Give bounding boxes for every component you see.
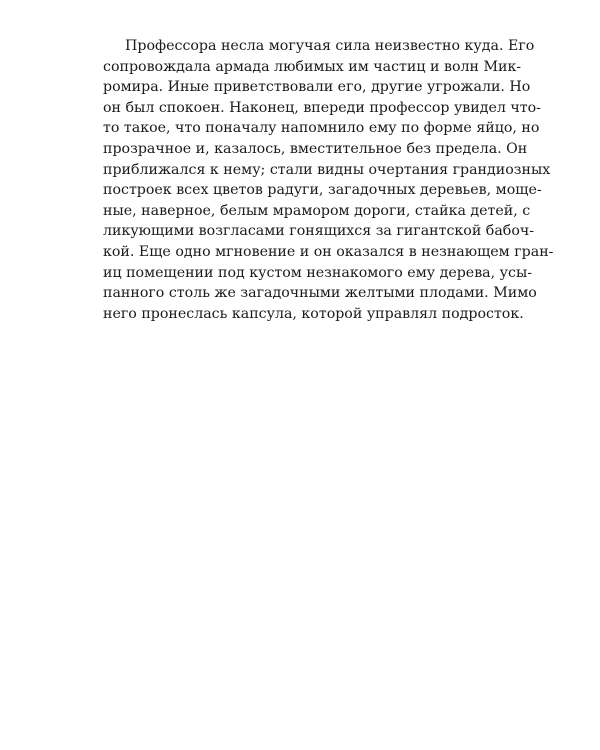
text-line: Профессора несла могучая сила неизвестно куда. Его <box>125 38 535 54</box>
text-line: ромира. Иные приветствовали его, другие угрожали. Но <box>103 79 531 96</box>
text-line: панного столь же загадочными желтыми плодами. Мимо <box>103 285 537 302</box>
text-line: него пронеслась капсула, которой управлял подросток. <box>103 305 524 322</box>
text-line: построек всех цветов радуги, загадочных деревьев, моще- <box>103 182 542 199</box>
text-line: ные, наверное, белым мрамором дороги, стайка детей, с <box>103 202 531 219</box>
text-line: то такое, что поначалу напомнило ему по форме яйцо, но <box>103 120 540 137</box>
text-line: прозрачное и, казалось, вместительное без предела. Он <box>103 140 528 157</box>
text-line: сопровождала армада любимых им частиц и волн Мик- <box>103 58 522 75</box>
text-line: ликующими возгласами гонящихся за гигантской бабоч- <box>103 223 535 240</box>
text-line: приближался к нему; стали видны очертания грандиозных <box>103 161 551 178</box>
text-line: иц помещении под кустом незнакомого ему дерева, усы- <box>103 264 533 281</box>
text-line: кой. Еще одно мгновение и он оказался в незнающем гран- <box>103 243 554 260</box>
body-paragraph <box>103 36 554 324</box>
text-line: он был спокоен. Наконец, впереди профессор увидел что- <box>103 99 541 116</box>
